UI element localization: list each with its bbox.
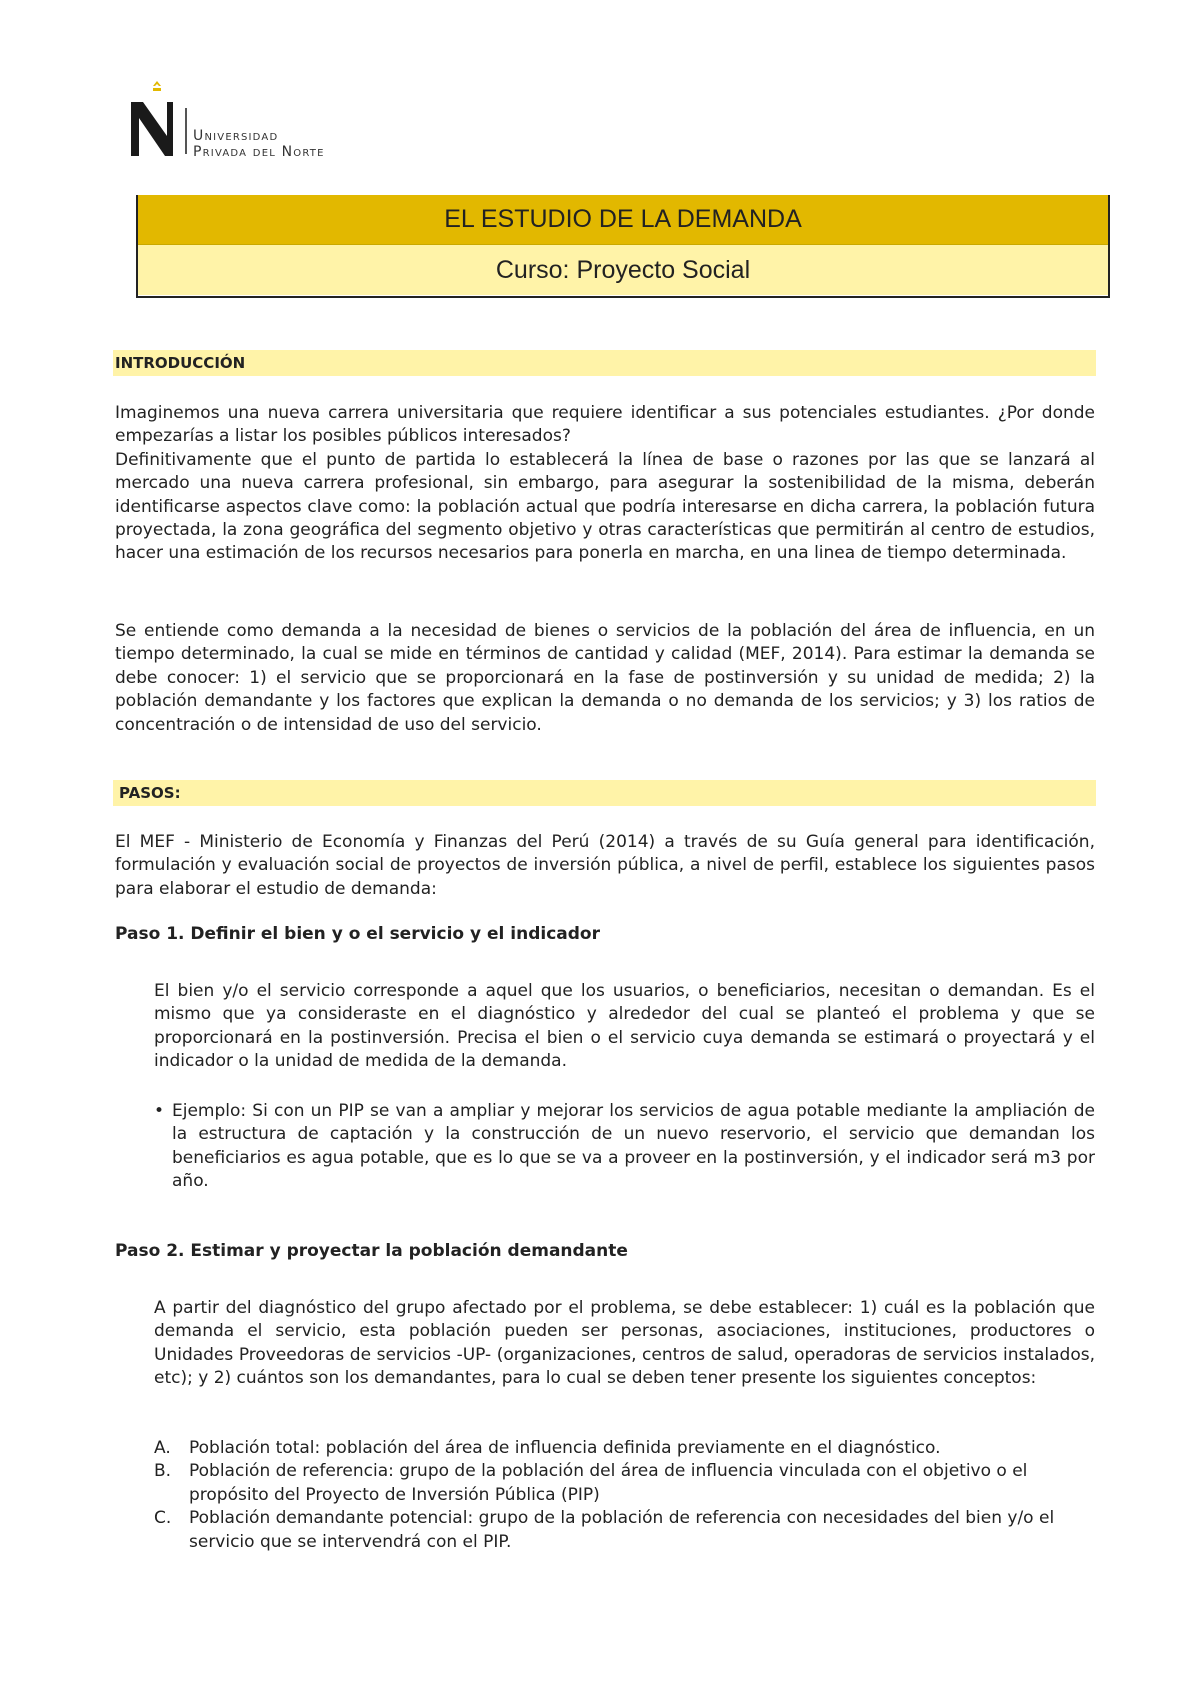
logo-line2: Privada del Norte [193,144,325,160]
logo-line1: Universidad [193,128,279,144]
document-title: EL ESTUDIO DE LA DEMANDA [138,195,1108,244]
paso1-example [154,1100,1095,1194]
logo-divider [185,108,187,154]
pasos-section-bar [113,780,1096,806]
list-marker: C. [154,1508,172,1529]
logo-n-icon [127,78,187,158]
concept-item-c [154,1507,1095,1554]
paso1-body: El bien y/o el servicio corresponde a aquel que los usuarios, o beneficiarios, necesitan o demandan. Es el mismo que ya consideraste en el diagnóstico y alrededor del cual se planteó el problema y que se proporcionará en la postinversión. Precisa el bien o el servicio cuya demanda se estimará o proyectará y el indicador o la unidad de medida de la demanda. [154,981,1095,1072]
paso1-heading: Paso 1. Definir el bien y o el servicio y el indicador [115,924,600,944]
list-marker: B. [154,1461,172,1482]
paso2-body: A partir del diagnóstico del grupo afectado por el problema, se debe establecer: 1) cuál es la población que demanda el servicio, esta población pueden ser personas, asociaciones, instituciones, productores o Unidades Proveedoras de servicios -UP- (organizaciones, centros de salud, operadoras de servicios instalados, etc); y 2) cuántos son los demandantes, para lo cual se deben tener presente los siguientes conceptos: [154,1298,1095,1389]
list-marker: A. [154,1438,171,1458]
concept-item-b [154,1460,1095,1507]
paso2-concepts-list [154,1437,1095,1554]
intro-paragraph-2: Definitivamente que el punto de partida lo establecerá la línea de base o razones por las que se lanzará al mercado una nueva carrera profesional, sin embargo, para asegurar la sostenibilidad de la misma, deberán identificarse aspectos clave como: la población actual que podría interesarse en dicha carrera, la población futura proyectada, la zona geográfica del segmento objetivo y otras características que permitirán al centro de estudios, hacer una estimación de los recursos necesarios para ponerla en marcha, en una linea de tiempo determinada. [115,449,1095,564]
bullet-marker: • [154,1101,165,1121]
concept-item-a [154,1437,1095,1460]
concept-text: Población de referencia: grupo de la población del área de influencia vinculada con el objetivo o el propósito del Proyecto de Inversión Pública (PIP) [189,1461,1028,1505]
logo-text [193,128,325,160]
paso1-bullet-item [154,1100,1095,1194]
concept-text: Población total: población del área de influencia definida previamente en el diagnóstico. [189,1438,941,1458]
intro-paragraph-1: Imaginemos una nueva carrera universitaria que requiere identificar a sus potenciales estudiantes. ¿Por donde empezarías a listar los posibles públicos interesados? [115,403,1095,447]
course-title: Curso: Proyecto Social [138,244,1108,295]
paso2-heading: Paso 2. Estimar y proyectar la población demandante [115,1241,628,1261]
intro-heading: INTRODUCCIÓN [115,354,246,372]
intro-section-bar [113,350,1096,376]
title-box [136,195,1110,298]
pasos-intro: El MEF - Ministerio de Economía y Finanzas del Perú (2014) a través de su Guía general para identificación, formulación y evaluación social de proyectos de inversión pública, a nivel de perfil, establece los siguientes pasos para elaborar el estudio de demanda: [115,832,1095,899]
intro-paragraph-3: Se entiende como demanda a la necesidad de bienes o servicios de la población del área de influencia, en un tiempo determinado, la cual se mide en términos de cantidad y calidad (MEF, 2014). Para estimar la demanda se debe conocer: 1) el servicio que se proporcionará en la fase de postinversión y su unidad de medida; 2) la población demandante y los factores que explican la demanda o no demanda de los servicios; y 3) los ratios de concentración o de intensidad de uso del servicio. [115,621,1095,735]
university-logo [127,78,387,158]
paso1-bullet-text: Ejemplo: Si con un PIP se van a ampliar y mejorar los servicios de agua potable mediante la ampliación de la estructura de captación y la construcción de un nuevo reservorio, el servicio que demandan los beneficiarios es agua potable, que es lo que se va a proveer en la postinversión, y el indicador será m3 por año. [172,1101,1095,1192]
intro-body [115,402,1095,566]
pasos-heading: PASOS: [119,784,181,802]
concept-text: Población demandante potencial: grupo de la población de referencia con necesidades del bien y/o el servicio que se intervendrá con el PIP. [189,1508,1055,1552]
